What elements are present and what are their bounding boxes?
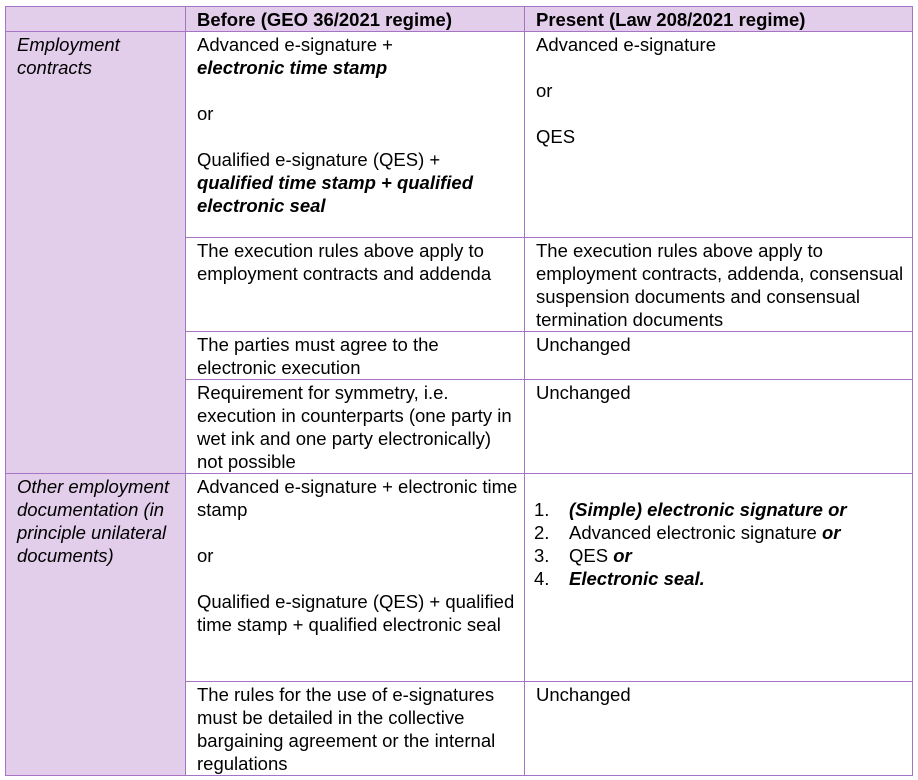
header-blank [6,7,186,32]
before-cell: The rules for the use of e-signatures must be detailed in the collective bargaining agreement or the internal regulations [186,682,525,776]
present-cell [525,474,913,682]
present-cell: Unchanged [525,380,913,474]
header-present: Present (Law 208/2021 regime) [525,7,913,32]
present-cell: Advanced e-signature or QES [525,32,913,238]
table-row [6,32,913,238]
present-cell: Unchanged [525,332,913,380]
before-cell: Advanced e-signature + electronic time stamp or Qualified e-signature (QES) + qualified time stamp + qualified electronic seal [186,474,525,682]
list-item: 4. Electronic seal. [534,568,705,589]
group-employment-contracts: Employment contracts [6,32,186,474]
comparison-table [5,6,913,776]
signature-options-list [534,498,907,590]
header-before: Before (GEO 36/2021 regime) [186,7,525,32]
before-cell: Advanced e-signature + electronic time stamp or Qualified e-signature (QES) + qualified time stamp + qualified electronic seal [186,32,525,238]
list-item: 2. Advanced electronic signature or [534,522,841,543]
before-cell: The parties must agree to the electronic execution [186,332,525,380]
list-item: 3. QES or [534,545,632,566]
table-row [6,474,913,682]
header-row [6,7,913,32]
present-cell: Unchanged [525,682,913,776]
list-item: 1. (Simple) electronic signature or [534,499,847,520]
before-cell: Requirement for symmetry, i.e. execution in counterparts (one party in wet ink and one party electronically) not possible [186,380,525,474]
group-other-documentation: Other employment documentation (in principle unilateral documents) [6,474,186,776]
before-cell: The execution rules above apply to employment contracts and addenda [186,238,525,332]
present-cell: The execution rules above apply to employment contracts, addenda, consensual suspension documents and consensual termination documents [525,238,913,332]
